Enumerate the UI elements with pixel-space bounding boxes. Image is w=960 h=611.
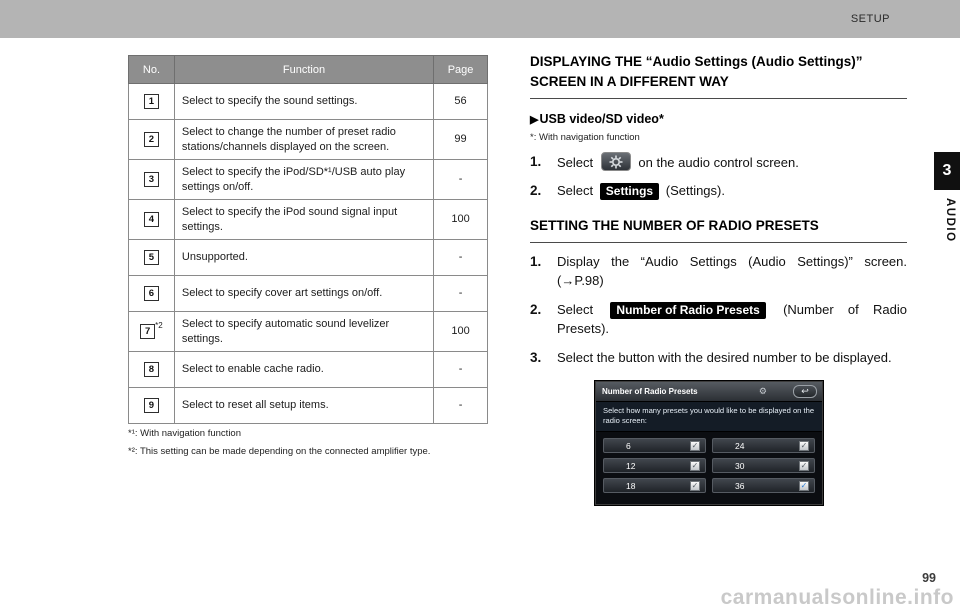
key-number: 8 xyxy=(144,362,159,377)
step-text xyxy=(557,181,907,201)
step-number: 1. xyxy=(530,253,542,269)
step-text: Select the button with the desired number to be displayed. xyxy=(557,349,892,365)
gear-icon: ⚙ xyxy=(758,385,767,396)
settings-key-label: Settings xyxy=(600,183,659,200)
page-cell: - xyxy=(434,160,488,200)
step-text xyxy=(557,300,907,339)
preset-button-18 xyxy=(603,478,706,493)
check-glyph: ✓ xyxy=(691,460,699,470)
function-cell: Select to enable cache radio. xyxy=(174,352,433,388)
preset-value: 12 xyxy=(626,460,636,471)
page-cell: 100 xyxy=(434,312,488,352)
right-column xyxy=(530,52,907,505)
footnote-2: *²: This setting can be made depending on the connected amplifier type. xyxy=(128,446,431,457)
function-cell: Select to specify the iPod/SD*¹/USB auto play settings on/off. xyxy=(174,160,433,200)
navigation-footnote: *: With navigation function xyxy=(530,131,640,143)
table-footnotes xyxy=(128,428,430,464)
checkbox-icon xyxy=(690,481,700,491)
key-number: 4 xyxy=(144,212,159,227)
step-text-pre: Select xyxy=(557,154,594,170)
audio-settings-key-icon xyxy=(601,152,631,171)
key-number: 5 xyxy=(144,250,159,265)
function-cell: Select to specify cover art settings on/off. xyxy=(174,276,433,312)
preset-button-24 xyxy=(712,438,815,453)
step-number: 1. xyxy=(530,153,542,169)
key-number: 9 xyxy=(144,398,159,413)
table-row xyxy=(129,120,488,160)
col-header-function: Function xyxy=(174,56,433,84)
check-glyph: ✓ xyxy=(691,480,699,490)
screen-title-bar xyxy=(596,382,822,402)
screen-title: Number of Radio Presets xyxy=(602,386,698,396)
preset-button-6 xyxy=(603,438,706,453)
step-text-post: (Number of Radio Presets). xyxy=(557,301,907,336)
step-text: Display the “Audio Settings (Audio Settings)” screen. (→P.98) xyxy=(557,253,907,288)
checkbox-icon xyxy=(799,481,809,491)
page-cell: 56 xyxy=(434,84,488,120)
step-text-pre: Select xyxy=(557,301,594,317)
check-glyph: ✓ xyxy=(800,440,808,450)
page-cell: - xyxy=(434,240,488,276)
page-cell: - xyxy=(434,352,488,388)
page-cell: 100 xyxy=(434,200,488,240)
screen-instruction-text: Select how many presets you would like to be displayed on the radio screen: xyxy=(596,402,822,432)
top-bar xyxy=(0,0,960,38)
footnote-1: *¹: With navigation function xyxy=(128,428,242,439)
table-row xyxy=(129,388,488,424)
table-row xyxy=(129,200,488,240)
return-button-icon: ↩ xyxy=(793,385,817,398)
number-of-radio-presets-key-label: Number of Radio Presets xyxy=(610,302,765,319)
check-glyph: ✓ xyxy=(691,440,699,450)
function-cell: Unsupported. xyxy=(174,240,433,276)
function-cell: Select to specify the sound settings. xyxy=(174,84,433,120)
step-text xyxy=(557,152,907,173)
step-number: 3. xyxy=(530,349,542,365)
table-header-row xyxy=(129,56,488,84)
subsection-usb-video xyxy=(530,112,907,126)
checkbox-icon xyxy=(690,441,700,451)
step-text-post: (Settings). xyxy=(665,183,725,198)
checkbox-icon xyxy=(690,461,700,471)
col-header-no: No. xyxy=(129,56,175,84)
check-glyph: ✓ xyxy=(800,480,808,490)
chapter-label: AUDIO xyxy=(944,198,956,243)
key-number: 3 xyxy=(144,172,159,187)
table-row xyxy=(129,352,488,388)
preset-button-30 xyxy=(712,458,815,473)
preset-value: 6 xyxy=(626,440,631,451)
step-text-post: on the audio control screen. xyxy=(638,154,799,170)
check-glyph: ✓ xyxy=(800,460,808,470)
key-number: 2 xyxy=(144,132,159,147)
function-table xyxy=(128,55,488,424)
key-number: 6 xyxy=(144,286,159,301)
table-row xyxy=(129,160,488,200)
col-header-page: Page xyxy=(434,56,488,84)
step-1-section-1 xyxy=(530,152,907,173)
preset-value: 36 xyxy=(735,480,745,491)
table-row xyxy=(129,276,488,312)
preset-button-12 xyxy=(603,458,706,473)
function-cell: Select to specify automatic sound levelizer settings. xyxy=(174,312,433,352)
preset-button-grid xyxy=(596,432,822,493)
chapter-number-tab: 3 xyxy=(934,152,960,190)
function-cell: Select to reset all setup items. xyxy=(174,388,433,424)
step-number: 2. xyxy=(530,301,542,317)
page-cell: - xyxy=(434,276,488,312)
page-number: 99 xyxy=(922,571,936,585)
table-row xyxy=(129,312,488,352)
step-2-section-1 xyxy=(530,181,907,201)
key-number: 7 xyxy=(140,324,155,339)
step-text-pre: Select xyxy=(557,183,594,198)
function-cell: Select to specify the iPod sound signal input settings. xyxy=(174,200,433,240)
checkbox-icon xyxy=(799,441,809,451)
function-cell: Select to change the number of preset radio stations/channels displayed on the screen. xyxy=(174,120,433,160)
preset-value: 24 xyxy=(735,440,745,451)
number-of-radio-presets-screen-image xyxy=(595,381,823,505)
checkbox-icon xyxy=(799,461,809,471)
key-number-footnote-marker: *2 xyxy=(155,321,163,330)
key-number: 1 xyxy=(144,94,159,109)
page-cell: - xyxy=(434,388,488,424)
section-heading-radio-presets: SETTING THE NUMBER OF RADIO PRESETS xyxy=(530,216,907,242)
table-row xyxy=(129,84,488,120)
page-cell: 99 xyxy=(434,120,488,160)
preset-value: 18 xyxy=(626,480,636,491)
preset-value: 30 xyxy=(735,460,745,471)
header-section-label: SETUP xyxy=(850,13,890,25)
step-number: 2. xyxy=(530,183,542,198)
section-heading-displaying: DISPLAYING THE “Audio Settings (Audio Settings)” SCREEN IN A DIFFERENT WAY xyxy=(530,52,907,99)
step-1-section-2 xyxy=(530,252,907,291)
subsection-label: USB video/SD video* xyxy=(539,111,664,126)
triangle-marker-icon: ▶ xyxy=(530,113,539,126)
preset-button-36 xyxy=(712,478,815,493)
table-row xyxy=(129,240,488,276)
watermark: carmanualsonline.info xyxy=(720,586,954,609)
step-3-section-2 xyxy=(530,348,907,368)
step-2-section-2 xyxy=(530,300,907,339)
